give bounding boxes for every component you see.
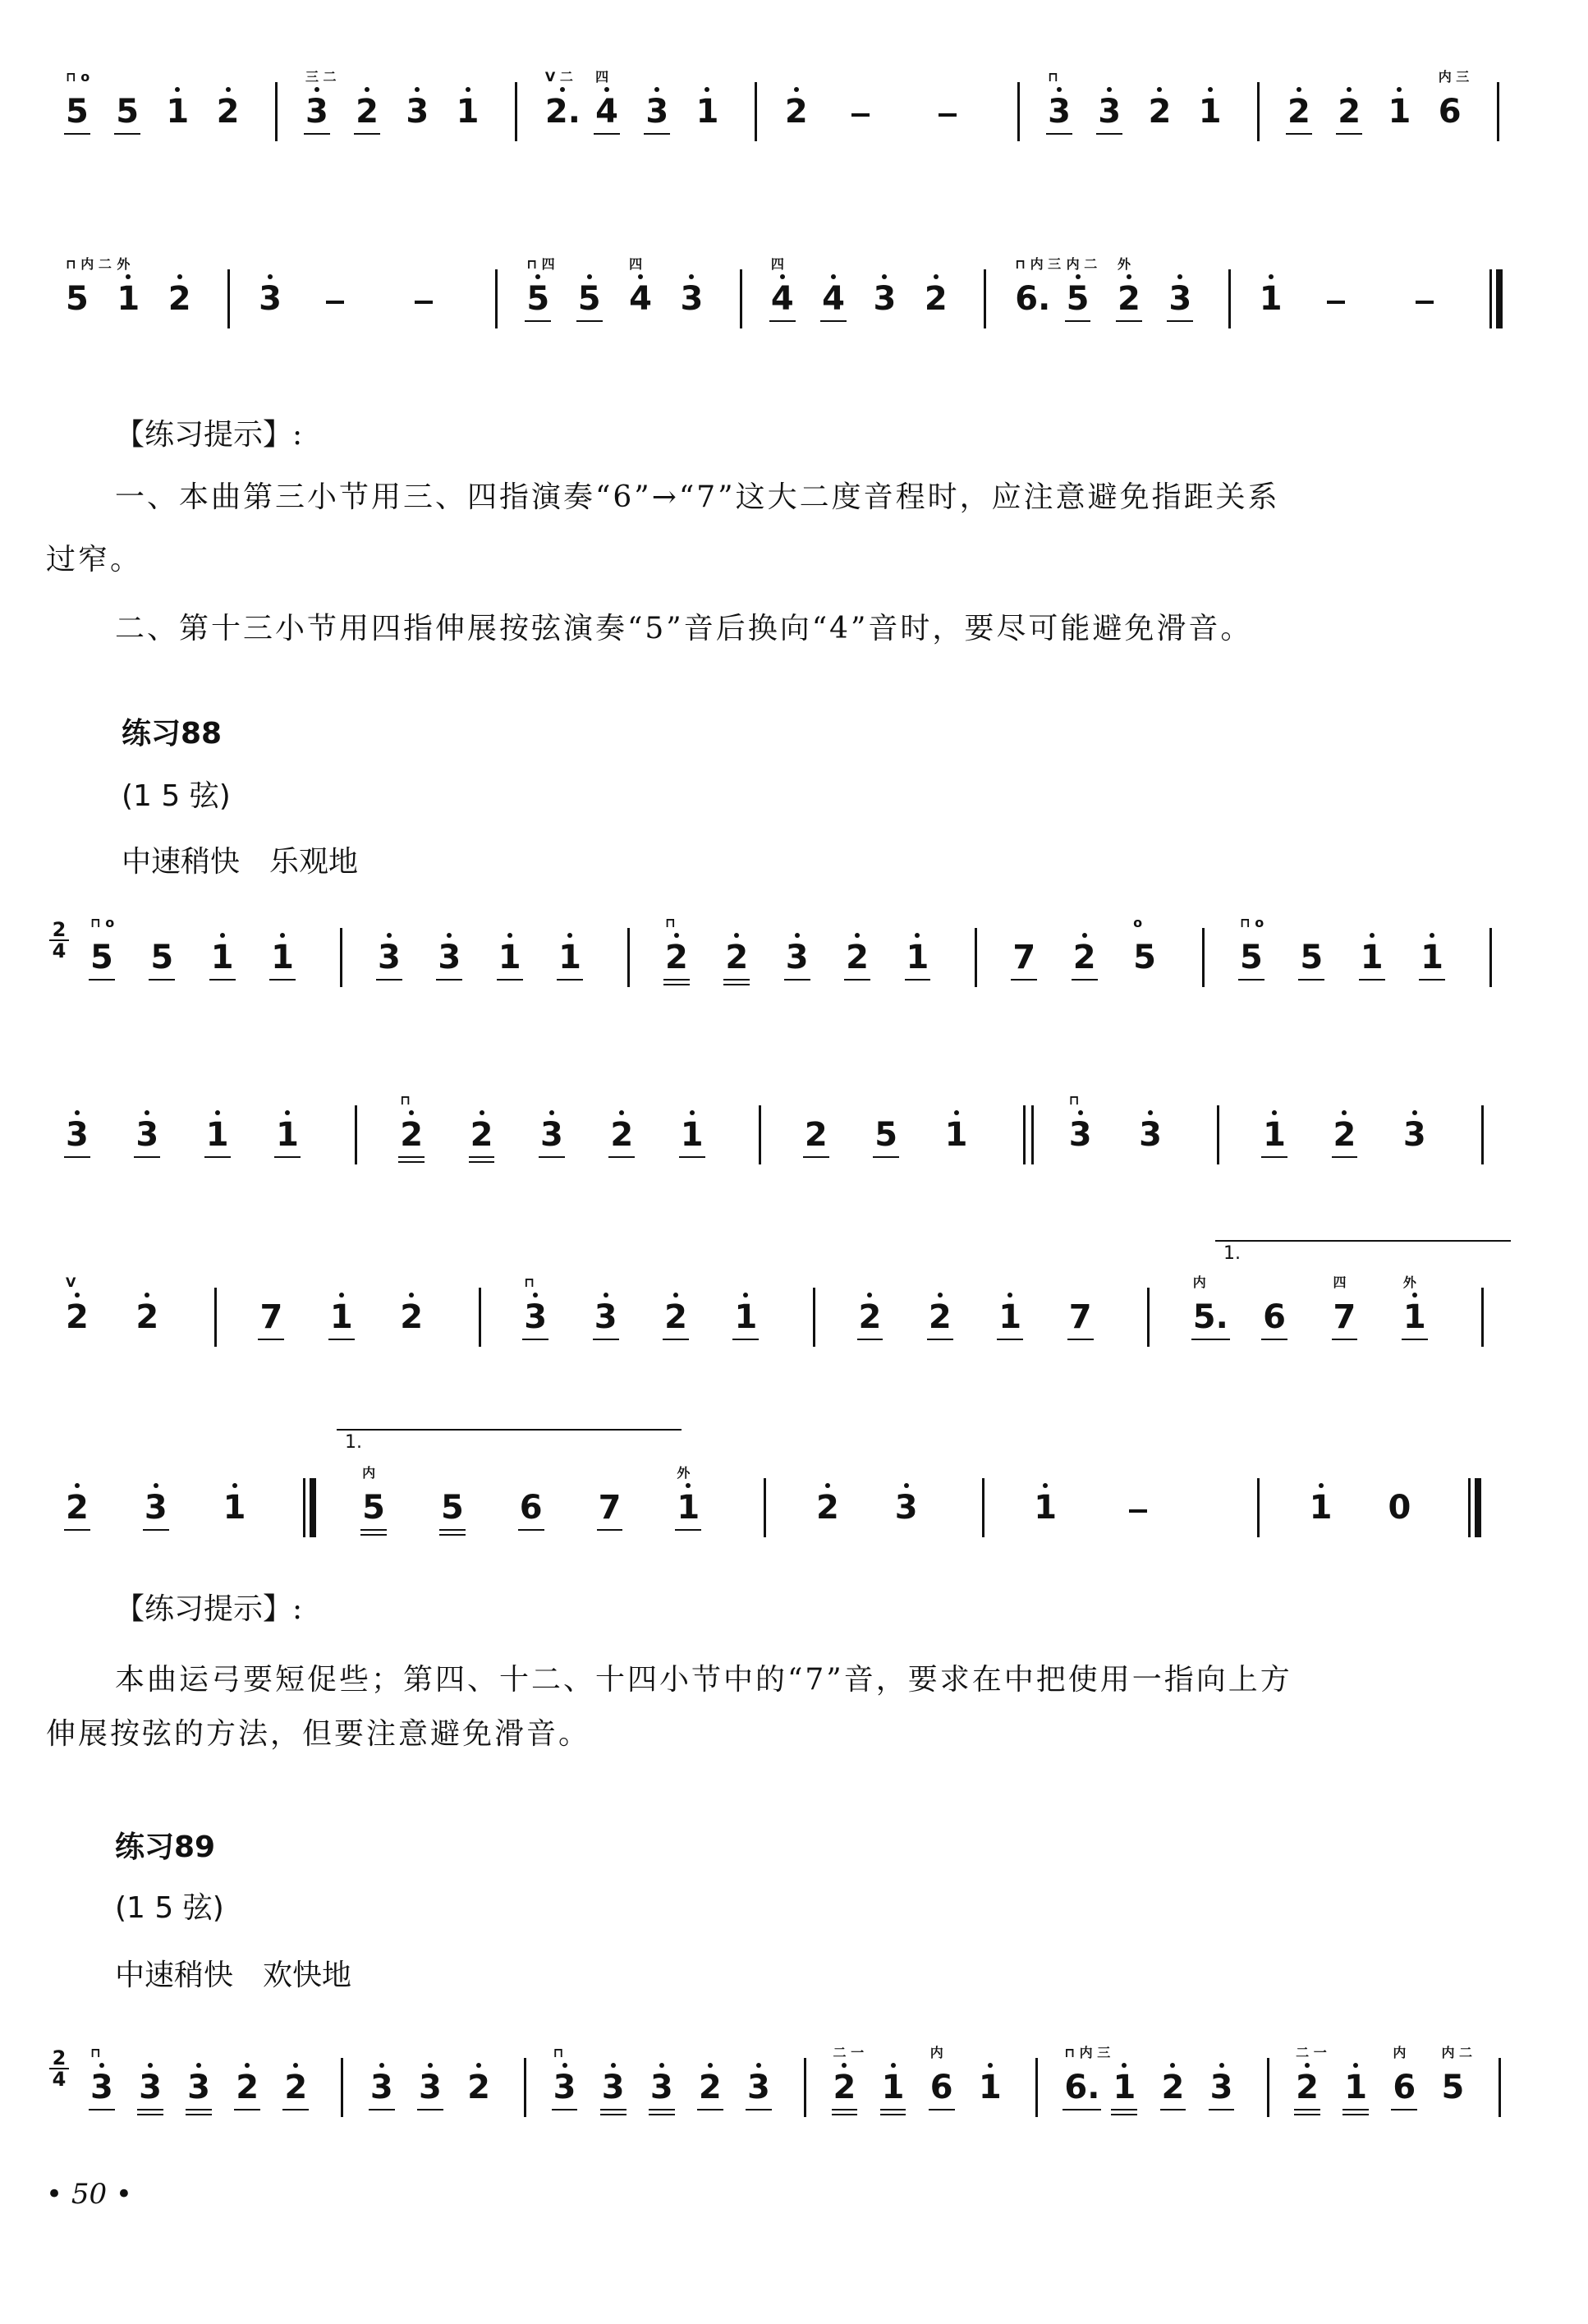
note: 1 xyxy=(1260,282,1283,315)
barline-thin xyxy=(1468,1478,1471,1537)
exercise-89-strings: (1 5 弦) xyxy=(115,1891,224,1925)
barline xyxy=(227,269,230,328)
note: 2 xyxy=(725,941,748,974)
note: 1 xyxy=(734,1301,757,1334)
note: 5 ⊓ o xyxy=(66,95,89,128)
fingering-mark: 内 二 xyxy=(1441,2045,1473,2060)
note: 5 ⊓ o xyxy=(90,941,113,974)
note: 4 四 xyxy=(629,256,652,318)
fingering-mark: ⊓ o xyxy=(1240,915,1264,930)
end-barline xyxy=(1496,269,1503,328)
note: 2 xyxy=(467,2071,490,2104)
note: 6. ⊓ 内 三 xyxy=(1064,2071,1099,2104)
note: 4 xyxy=(822,282,845,315)
barline xyxy=(1499,2058,1501,2117)
note: 2 xyxy=(284,2071,307,2104)
note: 2 xyxy=(805,1118,828,1151)
note: 2 外 xyxy=(1118,282,1141,315)
fingering-mark: ⊓ o xyxy=(90,915,115,930)
note: 2 二 一 xyxy=(1296,2071,1319,2104)
fingering-mark: 内 二 xyxy=(1066,256,1098,272)
time-sig-top-89: 2 xyxy=(52,2046,67,2069)
note: 5 xyxy=(578,282,601,315)
barline xyxy=(275,82,278,141)
score-line-88-1 xyxy=(82,915,1535,1018)
note: 4 四 xyxy=(771,282,794,315)
note: 2 xyxy=(135,1301,158,1334)
fingering-mark: 四 xyxy=(770,256,784,272)
note: 2 xyxy=(929,1301,952,1334)
note: 5 xyxy=(116,95,139,128)
note: 2 xyxy=(1333,1118,1356,1151)
note: 2 xyxy=(236,2071,259,2104)
note: 1 xyxy=(945,1118,968,1151)
note: 2 xyxy=(699,2071,722,2104)
note: 3 xyxy=(645,95,668,128)
note: 1 xyxy=(1113,2071,1136,2104)
note: 3 xyxy=(1139,1118,1162,1151)
barline xyxy=(1202,928,1205,987)
note: 2 xyxy=(859,1301,882,1334)
fingering-mark: ⊓ 四 xyxy=(526,256,555,272)
tip-88-paragraph-a: 本曲运弓要短促些；第四、十二、十四小节中的“7”音，要求在中把使用一指向上方 xyxy=(115,1663,1292,1697)
fingering-mark: 四 xyxy=(629,256,643,272)
end-barline xyxy=(1475,1478,1481,1537)
note: 5 xyxy=(441,1491,464,1524)
note: 3 xyxy=(786,941,809,974)
fingering-mark: V xyxy=(66,1275,76,1290)
note: 2 xyxy=(168,282,191,315)
note: 7 xyxy=(1012,941,1035,974)
tip-paragraph-2: 二、第十三小节用四指伸展按弦演奏“5”音后换向“4”音时，要尽可能避免滑音。 xyxy=(115,612,1253,645)
note: 2 xyxy=(925,282,948,315)
barline xyxy=(982,1478,984,1537)
exercise-89-tempo: 中速稍快 欢快地 xyxy=(115,1959,352,1992)
note: 1 xyxy=(998,1301,1021,1334)
note: 3 ⊓ xyxy=(553,2071,576,2104)
repeat-barline xyxy=(1023,1105,1026,1164)
note: 5 o xyxy=(1133,915,1156,976)
barline-thin xyxy=(1489,269,1492,328)
barline xyxy=(1267,2058,1269,2117)
note: 1 xyxy=(1344,2071,1367,2104)
note: 6. ⊓ 内 三 xyxy=(1015,256,1062,318)
note: 6 内 三 xyxy=(1438,69,1470,131)
barline xyxy=(355,1105,357,1164)
fingering-mark: 内 xyxy=(1192,1275,1206,1290)
sustain-dash xyxy=(326,301,344,304)
fingering-mark: 二 一 xyxy=(1296,2045,1327,2060)
note: 3 xyxy=(378,941,401,974)
note: 3 xyxy=(187,2071,210,2104)
note: 2 xyxy=(1287,95,1310,128)
note: 7 xyxy=(1069,1301,1092,1334)
note: 2 xyxy=(846,941,869,974)
note: 3 xyxy=(66,1118,89,1151)
end-barline xyxy=(310,1478,316,1537)
barline-thin xyxy=(1031,1105,1034,1164)
barline xyxy=(804,2058,806,2117)
sustain-dash xyxy=(851,113,870,117)
barline xyxy=(813,1288,815,1347)
note: 1 xyxy=(1361,941,1384,974)
note: 5 xyxy=(874,1118,897,1151)
note: 2 xyxy=(1073,941,1096,974)
barline xyxy=(515,82,517,141)
barline xyxy=(340,928,342,987)
note: 1 xyxy=(276,1118,299,1151)
barline xyxy=(1228,269,1231,328)
barline xyxy=(1497,82,1499,141)
fingering-mark: 内 xyxy=(1393,2045,1407,2060)
note: 2 xyxy=(816,1491,839,1524)
note: 5 内 二 xyxy=(1441,2045,1473,2106)
note: 2 xyxy=(610,1118,633,1151)
note: 6 xyxy=(520,1491,543,1524)
note: 6 xyxy=(1263,1301,1286,1334)
exercise-88-strings: (1 5 弦) xyxy=(122,779,231,813)
note: 3 xyxy=(540,1118,563,1151)
fingering-mark: ⊓ xyxy=(665,915,676,930)
page-number: • 50 • xyxy=(46,2178,132,2211)
note: 1 xyxy=(906,941,929,974)
note: 1 xyxy=(1388,95,1411,128)
note: 7 xyxy=(259,1301,282,1334)
volta-bracket-1 xyxy=(1215,1240,1511,1264)
note: 3 xyxy=(419,2071,442,2104)
exercise-88-title: 练习88 xyxy=(122,717,223,751)
note: 1 xyxy=(211,941,234,974)
note: 3 ⊓ xyxy=(524,1301,547,1334)
barline xyxy=(214,1288,217,1347)
sustain-dash xyxy=(415,301,433,304)
barline xyxy=(627,928,630,987)
barline xyxy=(984,269,986,328)
barline xyxy=(1017,82,1020,141)
fingering-mark: 外 xyxy=(1402,1275,1416,1290)
note: 2 xyxy=(217,95,240,128)
score-line-88-3 xyxy=(57,1275,1535,1378)
note: 3 xyxy=(874,282,897,315)
fingering-mark: ⊓ 内 二 xyxy=(66,256,112,272)
note: 3 xyxy=(602,2071,625,2104)
barline xyxy=(1217,1105,1219,1164)
tips-heading-88: 【练习提示】: xyxy=(115,1592,303,1626)
note: 2 xyxy=(470,1118,493,1151)
note: 2 二 一 xyxy=(833,2071,856,2104)
barline xyxy=(1035,2058,1038,2117)
note: 1 xyxy=(882,2071,905,2104)
note: 1 xyxy=(498,941,521,974)
note: 3 xyxy=(895,1491,918,1524)
barline-thin xyxy=(303,1478,305,1537)
exercise-88-tempo: 中速稍快 乐观地 xyxy=(122,845,359,879)
fingering-mark: 外 xyxy=(1118,256,1131,272)
note: 2 xyxy=(1338,95,1361,128)
tip-paragraph-1b: 过窄。 xyxy=(46,543,143,576)
note: 5 ⊓ 内 二 xyxy=(66,256,112,318)
note: 1 xyxy=(1034,1491,1057,1524)
barline xyxy=(1257,82,1260,141)
tip-paragraph-1a: 一、本曲第三小节用三、四指演奏“6”→“7”这大二度音程时，应注意避免指距关系 xyxy=(115,480,1280,514)
note: 1 xyxy=(206,1118,229,1151)
fingering-mark: 四 xyxy=(595,69,609,85)
note: 3 xyxy=(1210,2071,1233,2104)
note: 1 xyxy=(681,1118,704,1151)
note: 3 xyxy=(139,2071,162,2104)
note: 2 xyxy=(1149,95,1172,128)
fingering-mark: 三 二 xyxy=(305,69,337,85)
fingering-mark: ⊓ xyxy=(524,1275,535,1290)
fingering-mark: 内 xyxy=(929,2045,943,2060)
barline xyxy=(740,269,742,328)
fingering-mark: ⊓ xyxy=(1048,69,1058,85)
note: 3 xyxy=(650,2071,673,2104)
note: 3 xyxy=(406,95,429,128)
note: 2 ⊓ xyxy=(400,1118,423,1151)
note: 2 V xyxy=(66,1275,89,1336)
note: 1 xyxy=(1420,941,1443,974)
note: 6 内 xyxy=(1393,2071,1416,2104)
note: 2 xyxy=(785,95,808,128)
fingering-mark: o xyxy=(1133,915,1143,930)
volta-label-1: 1. xyxy=(1223,1243,1241,1264)
note: 7 xyxy=(599,1491,622,1524)
barline xyxy=(1489,928,1492,987)
fingering-mark: ⊓ xyxy=(90,2045,101,2060)
note: 1 xyxy=(696,95,719,128)
sustain-dash xyxy=(1129,1509,1147,1513)
note: 3 xyxy=(145,1491,168,1524)
note: 2 ⊓ xyxy=(665,941,688,974)
note: 3 xyxy=(594,1301,617,1334)
note: 1 xyxy=(979,2071,1002,2104)
note: 3 xyxy=(747,2071,770,2104)
note: 3 xyxy=(1168,282,1191,315)
note: 5 ⊓ o xyxy=(1240,941,1263,974)
note: 2 xyxy=(66,1491,89,1524)
note: 6 内 xyxy=(930,2071,953,2104)
note: 0 xyxy=(1388,1489,1411,1527)
fingering-mark: ⊓ o xyxy=(66,69,90,85)
barline xyxy=(1481,1288,1484,1347)
barline xyxy=(479,1288,481,1347)
note: 2 xyxy=(400,1301,423,1334)
exercise-88-time-signature xyxy=(49,920,69,961)
fingering-mark: V 二 xyxy=(544,69,573,85)
note: 3 ⊓ xyxy=(90,2071,113,2104)
fingering-mark: 二 一 xyxy=(833,2045,865,2060)
note: 4 四 xyxy=(595,95,618,128)
note: 1 xyxy=(223,1491,246,1524)
note: 3 xyxy=(438,941,461,974)
note: 5 内 二 xyxy=(1067,282,1090,315)
fingering-mark: 外 xyxy=(117,256,131,272)
note: 1 xyxy=(1310,1491,1333,1524)
barline xyxy=(1257,1478,1260,1537)
fingering-mark: 外 xyxy=(677,1465,691,1481)
note: 1 xyxy=(166,95,189,128)
barline xyxy=(1147,1288,1150,1347)
note: 1 xyxy=(1263,1118,1286,1151)
barline xyxy=(1481,1105,1484,1164)
note: 3 xyxy=(680,282,703,315)
note: 1 xyxy=(1199,95,1222,128)
fingering-mark: ⊓ 内 三 xyxy=(1015,256,1062,272)
tips-heading-1: 【练习提示】: xyxy=(115,418,303,452)
fingering-mark: 四 xyxy=(1333,1275,1347,1290)
note: 7 四 xyxy=(1333,1301,1356,1334)
note: 1 外 xyxy=(117,256,140,318)
note: 3 xyxy=(135,1118,158,1151)
note: 2 xyxy=(356,95,379,128)
barline xyxy=(755,82,757,141)
barline xyxy=(759,1105,761,1164)
time-sig-bottom: 4 xyxy=(52,939,67,962)
note: 3 xyxy=(1098,95,1121,128)
note: 5 xyxy=(1300,941,1323,974)
note: 5 xyxy=(150,941,173,974)
note: 5 ⊓ 四 xyxy=(526,282,549,315)
note: 2. V 二 xyxy=(544,69,581,131)
exercise-89-time-signature xyxy=(49,2048,69,2089)
sustain-dash xyxy=(1416,301,1434,304)
sustain-dash xyxy=(939,113,957,117)
note: 1 xyxy=(330,1301,353,1334)
note: 1 外 xyxy=(677,1491,700,1524)
note: 1 xyxy=(457,95,480,128)
score-line-88-2 xyxy=(57,1092,1535,1196)
time-sig-top: 2 xyxy=(52,918,67,941)
note: 2 xyxy=(1162,2071,1185,2104)
score-line-top-2 xyxy=(57,256,1535,360)
note: 3 ⊓ xyxy=(1068,1092,1092,1154)
barline xyxy=(495,269,498,328)
note: 1 外 xyxy=(1403,1301,1426,1334)
note: 1 xyxy=(271,941,294,974)
barline xyxy=(341,2058,343,2117)
exercise-89-title: 练习89 xyxy=(115,1830,216,1864)
note: 1 xyxy=(558,941,581,974)
fingering-mark: 内 xyxy=(362,1465,376,1481)
fingering-mark: ⊓ xyxy=(1068,1092,1080,1108)
sustain-dash xyxy=(1327,301,1345,304)
note: 5. 内 xyxy=(1193,1301,1228,1334)
fingering-mark: ⊓ xyxy=(400,1092,411,1108)
barline xyxy=(764,1478,766,1537)
note: 5 内 xyxy=(362,1491,385,1524)
tip-88-paragraph-b: 伸展按弦的方法，但要注意避免滑音。 xyxy=(46,1717,591,1751)
note: 3 ⊓ xyxy=(1048,95,1071,128)
note: 3 xyxy=(370,2071,393,2104)
note: 3 xyxy=(1403,1118,1426,1151)
score-line-top-1 xyxy=(57,69,1535,172)
barline xyxy=(975,928,977,987)
fingering-mark: 内 三 xyxy=(1438,69,1470,85)
note: 3 三 二 xyxy=(305,95,328,128)
fingering-mark: ⊓ xyxy=(553,2045,564,2060)
time-sig-bottom-89: 4 xyxy=(52,2068,67,2091)
note: 3 xyxy=(259,282,282,315)
fingering-mark: ⊓ 内 三 xyxy=(1064,2045,1111,2060)
score-line-89-1 xyxy=(82,2045,1535,2148)
barline xyxy=(524,2058,526,2117)
note: 2 xyxy=(664,1301,687,1334)
volta-label-2: 1. xyxy=(345,1432,362,1453)
volta-bracket-2 xyxy=(337,1429,682,1453)
score-line-88-4 xyxy=(57,1465,1535,1568)
